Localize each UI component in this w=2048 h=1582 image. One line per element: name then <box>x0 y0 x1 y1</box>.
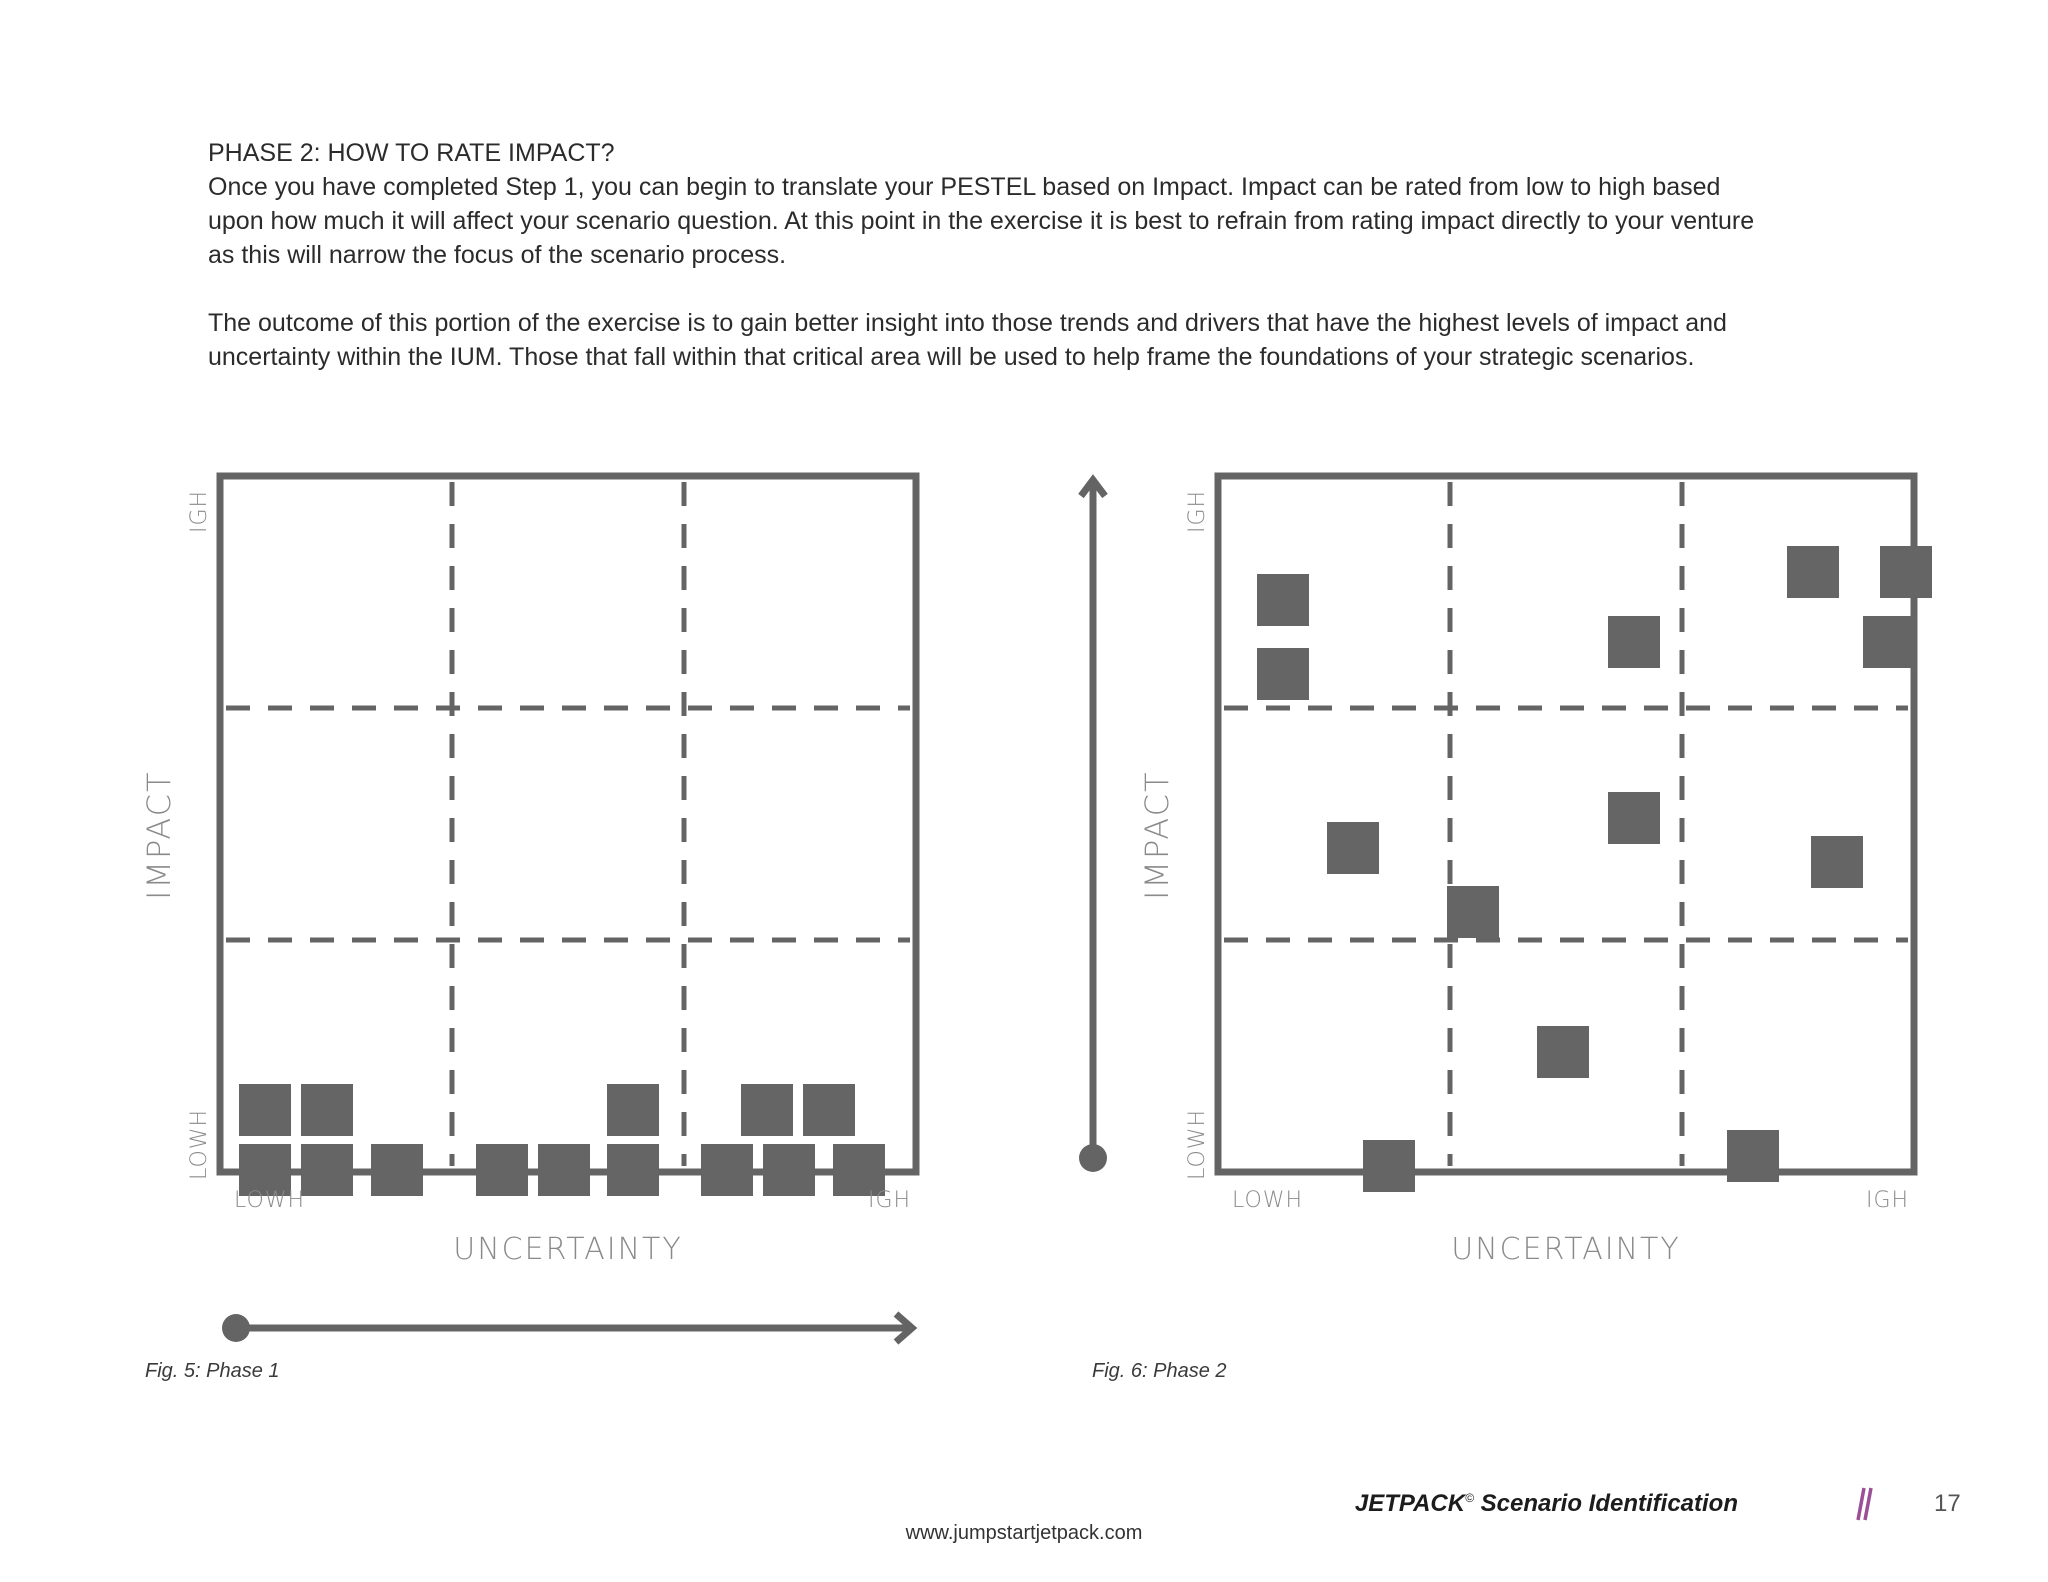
x-low-label: LOWH <box>1232 1188 1304 1213</box>
driver-square <box>701 1144 753 1196</box>
driver-square <box>1447 886 1499 938</box>
figure-6-caption: Fig. 6: Phase 2 <box>1092 1360 1227 1382</box>
driver-square <box>607 1084 659 1136</box>
driver-square <box>1327 822 1379 874</box>
driver-square <box>476 1144 528 1196</box>
y-high-label: IGH <box>187 489 212 533</box>
paragraph-1-line-2: upon how much it will affect your scenario question. At this point in the exercise it is best to refrain from rating impact directly to your venture <box>208 207 1755 235</box>
y-low-label: LOWH <box>187 1108 212 1180</box>
matrix-frame <box>220 476 916 1172</box>
driver-square <box>1811 836 1863 888</box>
driver-square <box>803 1084 855 1136</box>
driver-square <box>607 1144 659 1196</box>
paragraph-2-line-1: The outcome of this portion of the exercise is to gain better insight into those trends and drivers that have the highest levels of impact and <box>208 309 1727 337</box>
driver-square <box>1727 1130 1779 1182</box>
driver-square <box>301 1084 353 1136</box>
paragraph-1-line-3: as this will narrow the focus of the scenario process. <box>208 241 787 269</box>
driver-square <box>1787 546 1839 598</box>
y-axis-title: IMPACT <box>140 770 178 900</box>
x-high-label: IGH <box>1866 1188 1910 1213</box>
driver-square <box>1257 574 1309 626</box>
y-low-label: LOWH <box>1185 1108 1210 1180</box>
page-number: 17 <box>1934 1490 1961 1517</box>
driver-square <box>1363 1140 1415 1192</box>
driver-square <box>1880 546 1932 598</box>
matrix-phase-1 <box>130 440 1050 1360</box>
driver-square <box>1257 648 1309 700</box>
copyright-mark: © <box>1465 1491 1474 1505</box>
brand-name: JETPACK <box>1354 1490 1466 1517</box>
driver-square <box>301 1144 353 1196</box>
x-axis-title: UNCERTAINTY <box>1451 1232 1681 1267</box>
y-high-label: IGH <box>1185 489 1210 533</box>
figure-phase-2 <box>1070 440 1990 1400</box>
driver-square <box>1608 616 1660 668</box>
section-heading: PHASE 2: HOW TO RATE IMPACT? <box>208 139 615 167</box>
paragraph-1-line-1: Once you have completed Step 1, you can begin to translate your PESTEL based on Impact. Impact can be rated from low to high based <box>208 173 1721 201</box>
driver-square <box>1608 792 1660 844</box>
driver-square <box>371 1144 423 1196</box>
brand-subtitle: Scenario Identification <box>1473 1490 1738 1517</box>
y-axis-title: IMPACT <box>1138 770 1176 900</box>
footer-brand <box>1355 1490 1738 1518</box>
brand-slashes-icon <box>1848 1484 1874 1524</box>
figure-phase-1 <box>130 440 1050 1400</box>
driver-square <box>763 1144 815 1196</box>
figure-5-caption: Fig. 5: Phase 1 <box>145 1360 280 1382</box>
footer-url: www.jumpstartjetpack.com <box>905 1522 1143 1544</box>
x-axis-title: UNCERTAINTY <box>453 1232 683 1267</box>
driver-square <box>741 1084 793 1136</box>
driver-square <box>1537 1026 1589 1078</box>
matrix-phase-2 <box>1070 440 1990 1360</box>
driver-square <box>239 1084 291 1136</box>
x-high-label: IGH <box>868 1188 912 1213</box>
x-low-label: LOWH <box>234 1188 306 1213</box>
driver-square <box>538 1144 590 1196</box>
driver-square <box>1863 616 1915 668</box>
paragraph-2-line-2: uncertainty within the IUM. Those that fall within that critical area will be used to help frame the foundations of your strategic scenarios. <box>208 343 1695 371</box>
intro-text <box>208 136 1868 374</box>
